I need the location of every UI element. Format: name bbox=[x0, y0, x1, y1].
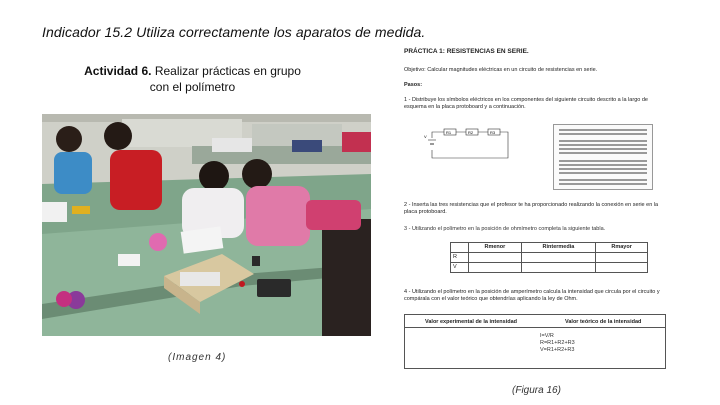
circuit-label-r3: R3 bbox=[490, 130, 496, 135]
activity-description: Realizar prácticas en grupo con el polímetro bbox=[149, 64, 301, 94]
formula-1: I=V/R bbox=[540, 333, 554, 339]
circuit-label-r2: R2 bbox=[468, 130, 474, 135]
image-caption: (Imagen 4) bbox=[168, 352, 227, 363]
row-r: R bbox=[451, 253, 469, 263]
worksheet-objective: Objetivo: Calcular magnitudes eléctricas en un circuito de resistencias en serie. bbox=[404, 67, 598, 73]
worksheet-step-1: 1 - Distribuye los símbolos eléctricos en los componentes del siguiente circuito descrito a la largo de esquema en la placa protoboard y a continuación. bbox=[404, 97, 648, 110]
col-rmenor: Rmenor bbox=[469, 243, 521, 253]
activity-text bbox=[80, 63, 305, 95]
worksheet-step-2: 2 - Inserta las tres resistencias que el profesor te ha proporcionado realizando la conexión en serie en la placa protoboard. bbox=[404, 202, 659, 215]
resistance-table bbox=[450, 242, 648, 273]
circuit-diagram bbox=[424, 128, 512, 168]
col-rmayor: Rmayor bbox=[596, 243, 648, 253]
row-v: V bbox=[451, 263, 469, 273]
col-experimental: Valor experimental de la intensidad bbox=[425, 319, 518, 325]
figure-caption: (Figura 16) bbox=[512, 385, 561, 396]
worksheet-step-4: 4 - Utilizando el polímetro en la posición de amperímetro calcula la intensidad que circula por el circuito y compárala con el valor teórico que obtendrías aplicando la ley de Ohm. bbox=[404, 289, 660, 302]
worksheet-step-3: 3 - Utilizando el polímetro en la posición de ohmímetro completa la siguiente tabla. bbox=[404, 226, 606, 232]
classroom-photo bbox=[42, 114, 371, 336]
formula-2: R=R1+R2+R3 bbox=[540, 340, 575, 346]
intensity-table bbox=[404, 314, 666, 369]
col-theoretical: Valor teórico de la intensidad bbox=[565, 319, 642, 325]
worksheet-figure bbox=[400, 44, 670, 376]
worksheet-steps-label: Pasos: bbox=[404, 82, 423, 88]
circuit-label-v: V bbox=[424, 134, 427, 139]
formula-3: V=R1+R2+R3 bbox=[540, 347, 575, 353]
circuit-label-r1: R1 bbox=[446, 130, 452, 135]
theoretical-values bbox=[540, 333, 575, 354]
breadboard-diagram bbox=[553, 124, 653, 190]
col-rintermedia: Rintermedia bbox=[521, 243, 596, 253]
worksheet-title: PRÁCTICA 1: RESISTENCIAS EN SERIE. bbox=[404, 48, 529, 55]
slide-title: Indicador 15.2 Utiliza correctamente los aparatos de medida. bbox=[42, 24, 426, 40]
activity-label: Actividad 6. bbox=[84, 64, 152, 78]
